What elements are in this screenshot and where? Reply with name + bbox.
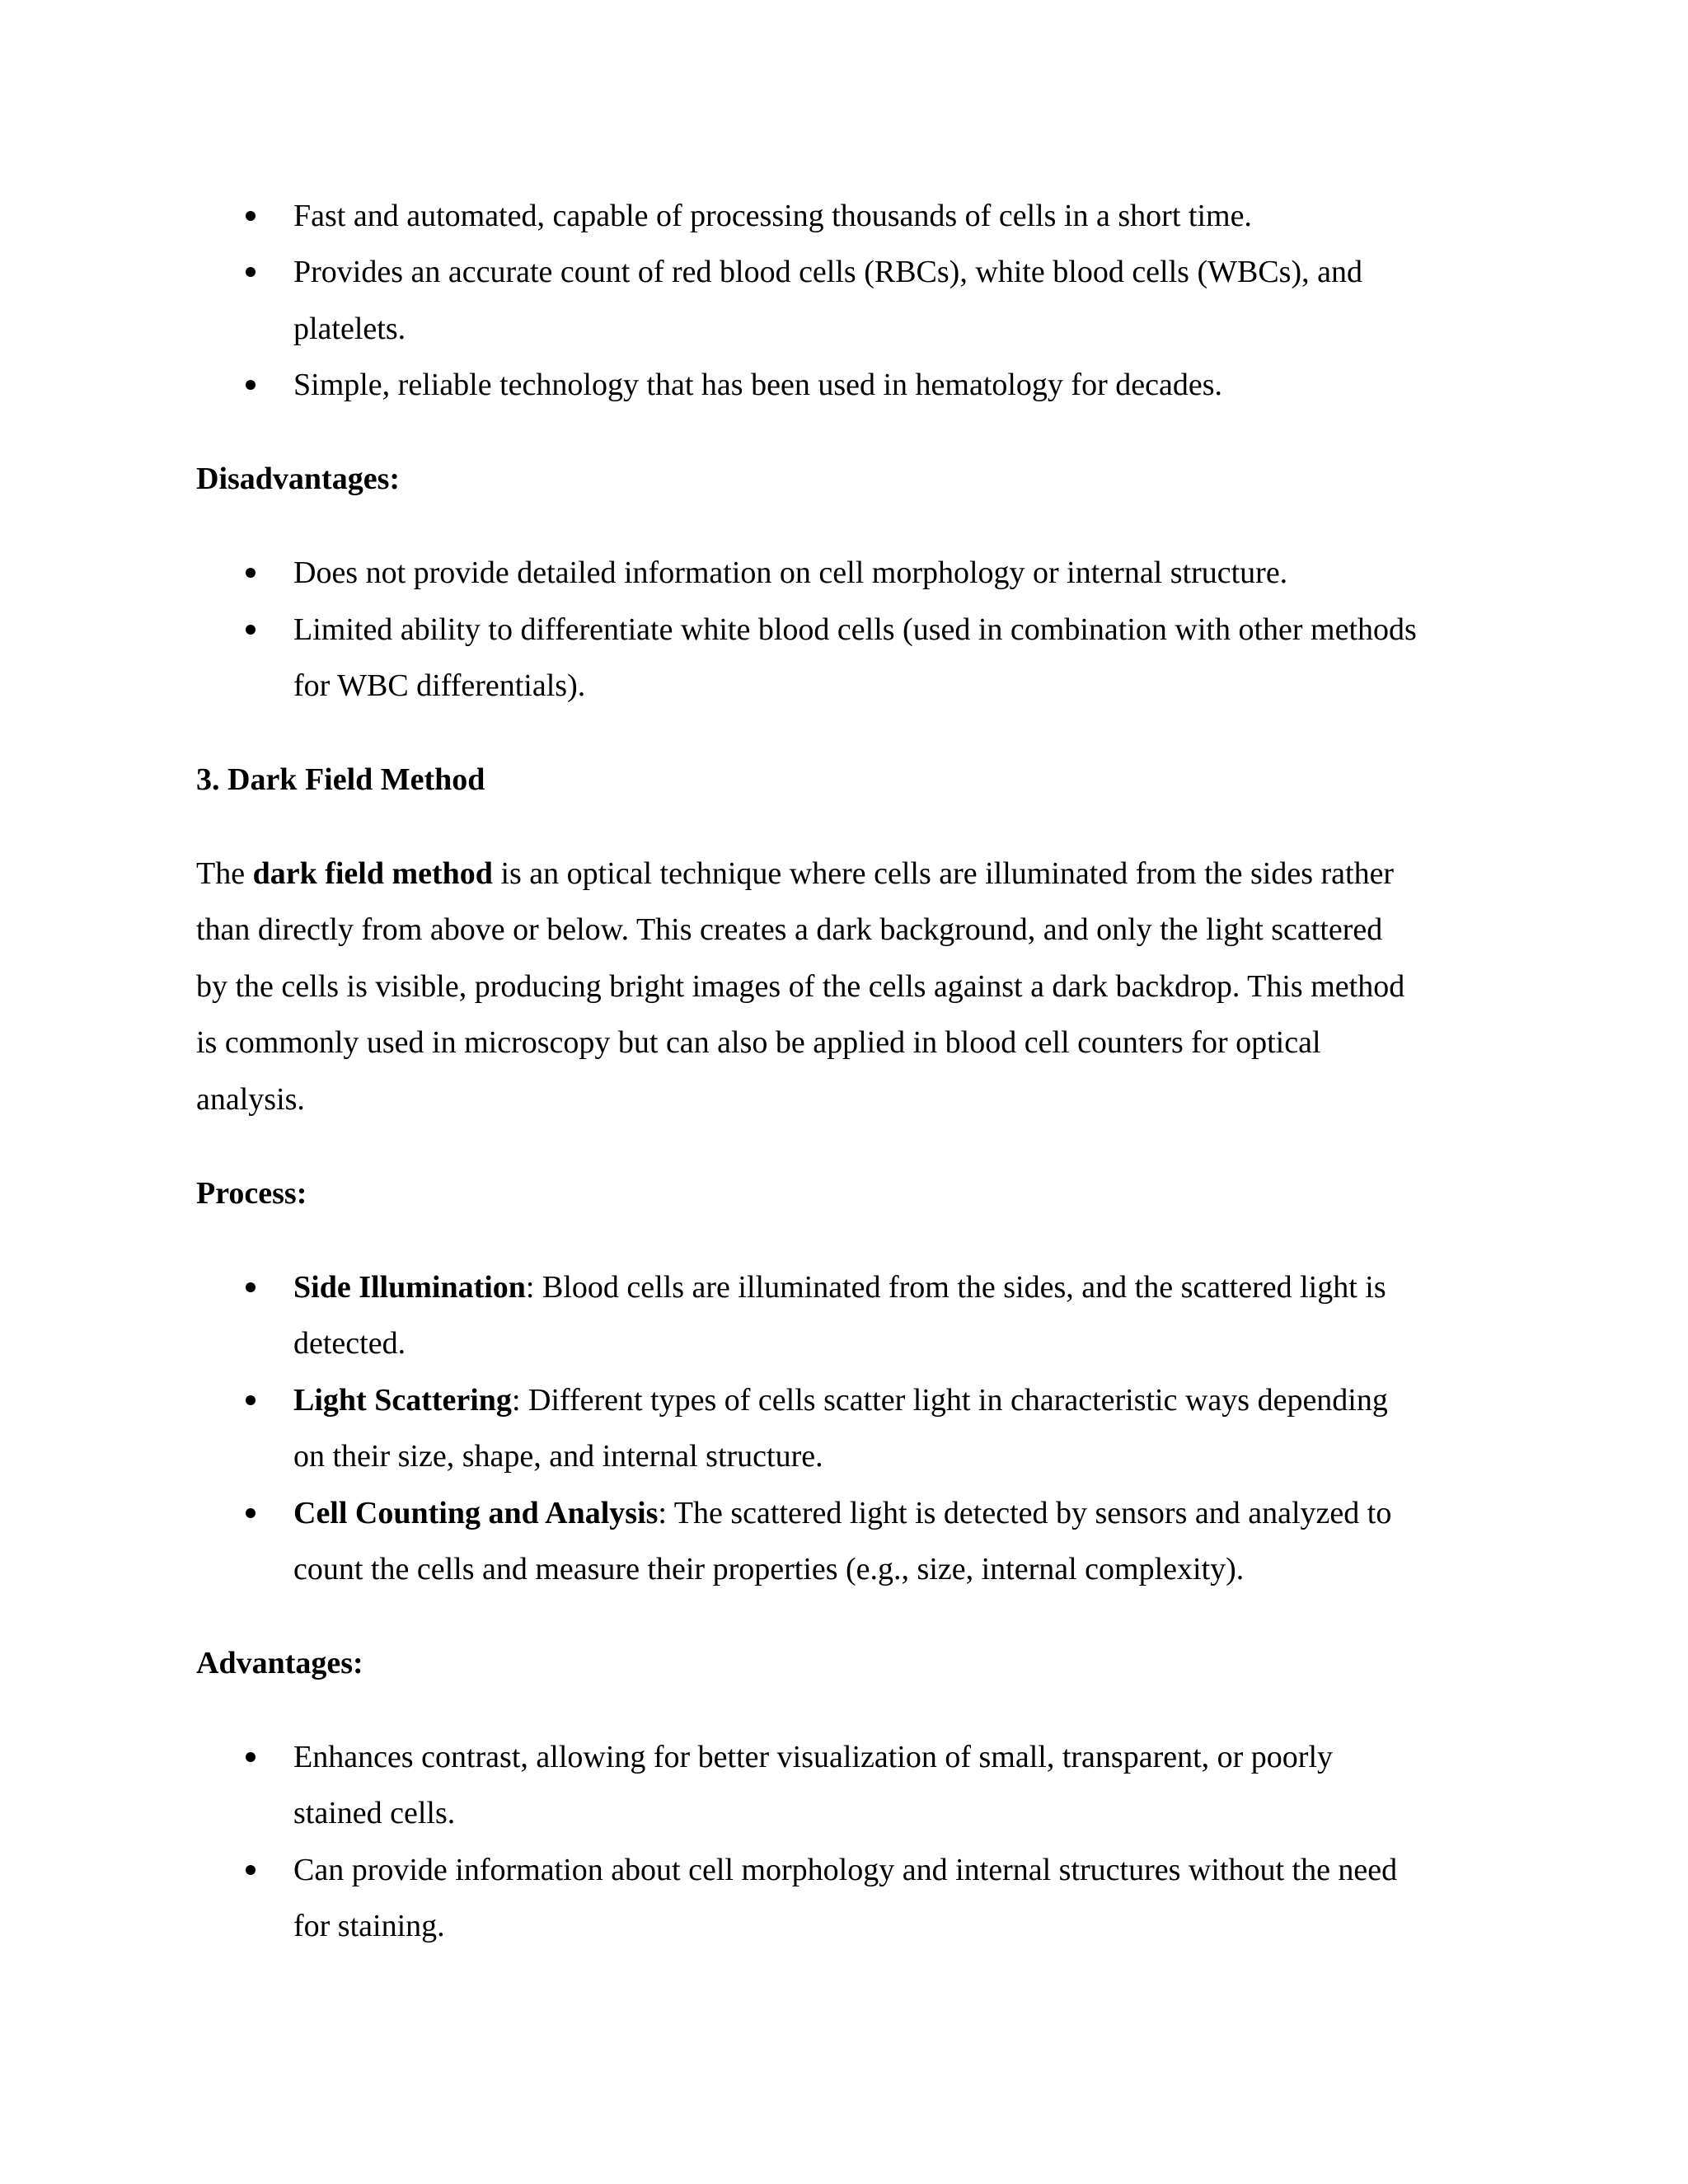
bullet-icon: [246, 568, 256, 578]
list-item-text: : The scattered light is detected by sensors and analyzed to: [658, 1496, 1392, 1530]
bold-term: Side Illumination: [293, 1270, 526, 1305]
bullet-icon: [246, 1865, 256, 1875]
list-item-text: : Blood cells are illuminated from the sides, and the scattered light is: [525, 1270, 1386, 1305]
bold-term: Light Scattering: [293, 1383, 512, 1418]
list-item: Can provide information about cell morphology and internal structures without the need: [293, 1853, 1398, 1887]
paragraph-line: analysis.: [196, 1082, 305, 1117]
list-item: Simple, reliable technology that has been used in hematology for decades.: [293, 368, 1222, 402]
list-item: Provides an accurate count of red blood cells (RBCs), white blood cells (WBCs), and: [293, 255, 1362, 289]
bold-term: dark field method: [252, 856, 493, 891]
section-heading-dark-field: 3. Dark Field Method: [196, 762, 485, 797]
bullet-icon: [246, 1395, 256, 1405]
paragraph-line: than directly from above or below. This creates a dark background, and only the light scattered: [196, 912, 1383, 947]
bullet-icon: [246, 211, 256, 221]
section-heading-process: Process:: [196, 1176, 307, 1211]
bullet-icon: [246, 625, 256, 635]
paragraph-text: is an optical technique where cells are illuminated from the sides rather: [492, 856, 1395, 891]
bullet-icon: [246, 267, 256, 277]
list-item: Enhances contrast, allowing for better visualization of small, transparent, or poorly: [293, 1740, 1334, 1774]
bullet-icon: [246, 1282, 256, 1292]
list-item-continuation: platelets.: [293, 312, 406, 346]
paragraph-text: The: [196, 856, 253, 891]
paragraph-line: [196, 846, 1394, 902]
bullet-icon: [246, 1508, 256, 1518]
bullet-icon: [246, 380, 256, 390]
list-item: [293, 1259, 1386, 1316]
bold-term: Cell Counting and Analysis: [293, 1496, 659, 1530]
list-item: Fast and automated, capable of processing thousands of cells in a short time.: [293, 199, 1252, 233]
list-item-continuation: for staining.: [293, 1909, 445, 1943]
list-item-continuation: count the cells and measure their properties (e.g., size, internal complexity).: [293, 1552, 1245, 1586]
paragraph-line: by the cells is visible, producing bright images of the cells against a dark backdrop. This method: [196, 969, 1405, 1004]
section-heading-advantages: Advantages:: [196, 1646, 363, 1680]
list-item-continuation: on their size, shape, and internal structure.: [293, 1439, 823, 1474]
list-item-continuation: detected.: [293, 1326, 406, 1361]
list-item: Does not provide detailed information on cell morphology or internal structure.: [293, 555, 1288, 590]
bullet-icon: [246, 1752, 256, 1762]
list-item-continuation: stained cells.: [293, 1796, 456, 1830]
list-item: [293, 1485, 1391, 1542]
list-item: [293, 1372, 1388, 1429]
list-item-continuation: for WBC differentials).: [293, 668, 586, 703]
list-item-text: : Different types of cells scatter light in characteristic ways depending: [511, 1383, 1388, 1418]
paragraph-line: is commonly used in microscopy but can also be applied in blood cell counters for optical: [196, 1025, 1321, 1060]
list-item: Limited ability to differentiate white blood cells (used in combination with other methods: [293, 612, 1417, 647]
section-heading-disadvantages: Disadvantages:: [196, 462, 401, 496]
